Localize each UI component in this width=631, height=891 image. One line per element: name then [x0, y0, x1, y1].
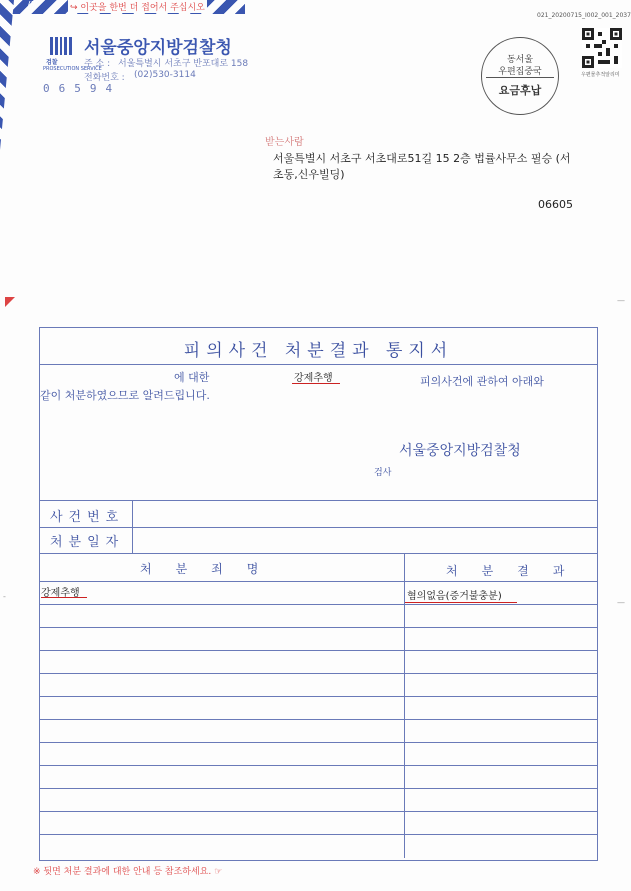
postage-stamp: [481, 37, 559, 115]
sender-name: 서울중앙지방검찰청: [84, 38, 232, 58]
fold-arrow-icon: [5, 297, 15, 307]
notice-text: 같이 처분하였으므로 알려드립니다.: [40, 389, 210, 402]
sender-phone: (02)530-3114: [134, 70, 196, 80]
sender-address: 서울특별시 서초구 반포대로 158: [118, 59, 249, 69]
form-title-row: [40, 328, 597, 365]
footer-note: ※ 뒷면 처분 결과에 대한 안내 등 참조하세요. ☞: [33, 867, 223, 877]
stamp-line3: 요금후납: [498, 84, 542, 97]
qr-code-icon: [582, 28, 622, 68]
airmail-slashes: ////: [27, 0, 37, 11]
charge-underline: [41, 597, 87, 598]
fold-mark: —: [617, 598, 625, 607]
logo-subtitle: PROSECUTION SERVICE: [43, 66, 102, 72]
column-header-result: 처분결과: [446, 564, 589, 578]
sender-phone-label: 전화번호 :: [84, 73, 125, 83]
recipient-postcode: 06605: [538, 198, 573, 211]
form-title: 피의사건 처분결과 통지서: [183, 341, 454, 361]
document-code: 021_20200715_I002_001_2037: [537, 12, 631, 19]
recipient-label: 받는사람: [265, 137, 304, 148]
stamp-line2: 우편집중국: [498, 67, 542, 77]
qr-caption: 우편물추적알리미: [581, 72, 620, 78]
sender-address-label: 주 소 :: [84, 59, 111, 69]
disposition-date-label: 처분일자: [50, 535, 125, 550]
fold-mark: —: [617, 296, 625, 305]
column-header-charge: 처분죄명: [140, 562, 283, 576]
fold-mark: -: [3, 592, 6, 601]
regarding-text: 피의사건에 관하여 아래와: [420, 375, 544, 388]
sender-postcode: 06594: [43, 82, 122, 95]
disposition-notice-form: [39, 327, 598, 861]
result-underline: [405, 602, 517, 603]
prosecution-logo-icon: [50, 37, 72, 55]
recipient-address: 서울특별시 서초구 서초대로51길 15 2층 법률사무소 필승 (서초동,신우빌딩): [273, 152, 571, 181]
about-label: 에 대한: [174, 371, 210, 384]
row-result: 혐의없음(증거불충분): [407, 591, 502, 602]
issuing-office: 서울중앙지방검찰청: [399, 443, 521, 459]
stamp-line1: 동서울: [506, 55, 534, 65]
prosecutor-label: 검사: [374, 468, 392, 478]
crime-underline: [292, 383, 340, 384]
airmail-side-border: [0, 0, 14, 150]
crime-name: 강제추행: [294, 373, 333, 384]
logo-tag: 검찰: [46, 59, 58, 66]
case-number-label: 사건번호: [50, 510, 125, 525]
fold-instruction: ↪ 이곳을 한번 더 접어서 주십시오: [68, 0, 207, 13]
row-charge: 강제추행: [41, 588, 80, 599]
